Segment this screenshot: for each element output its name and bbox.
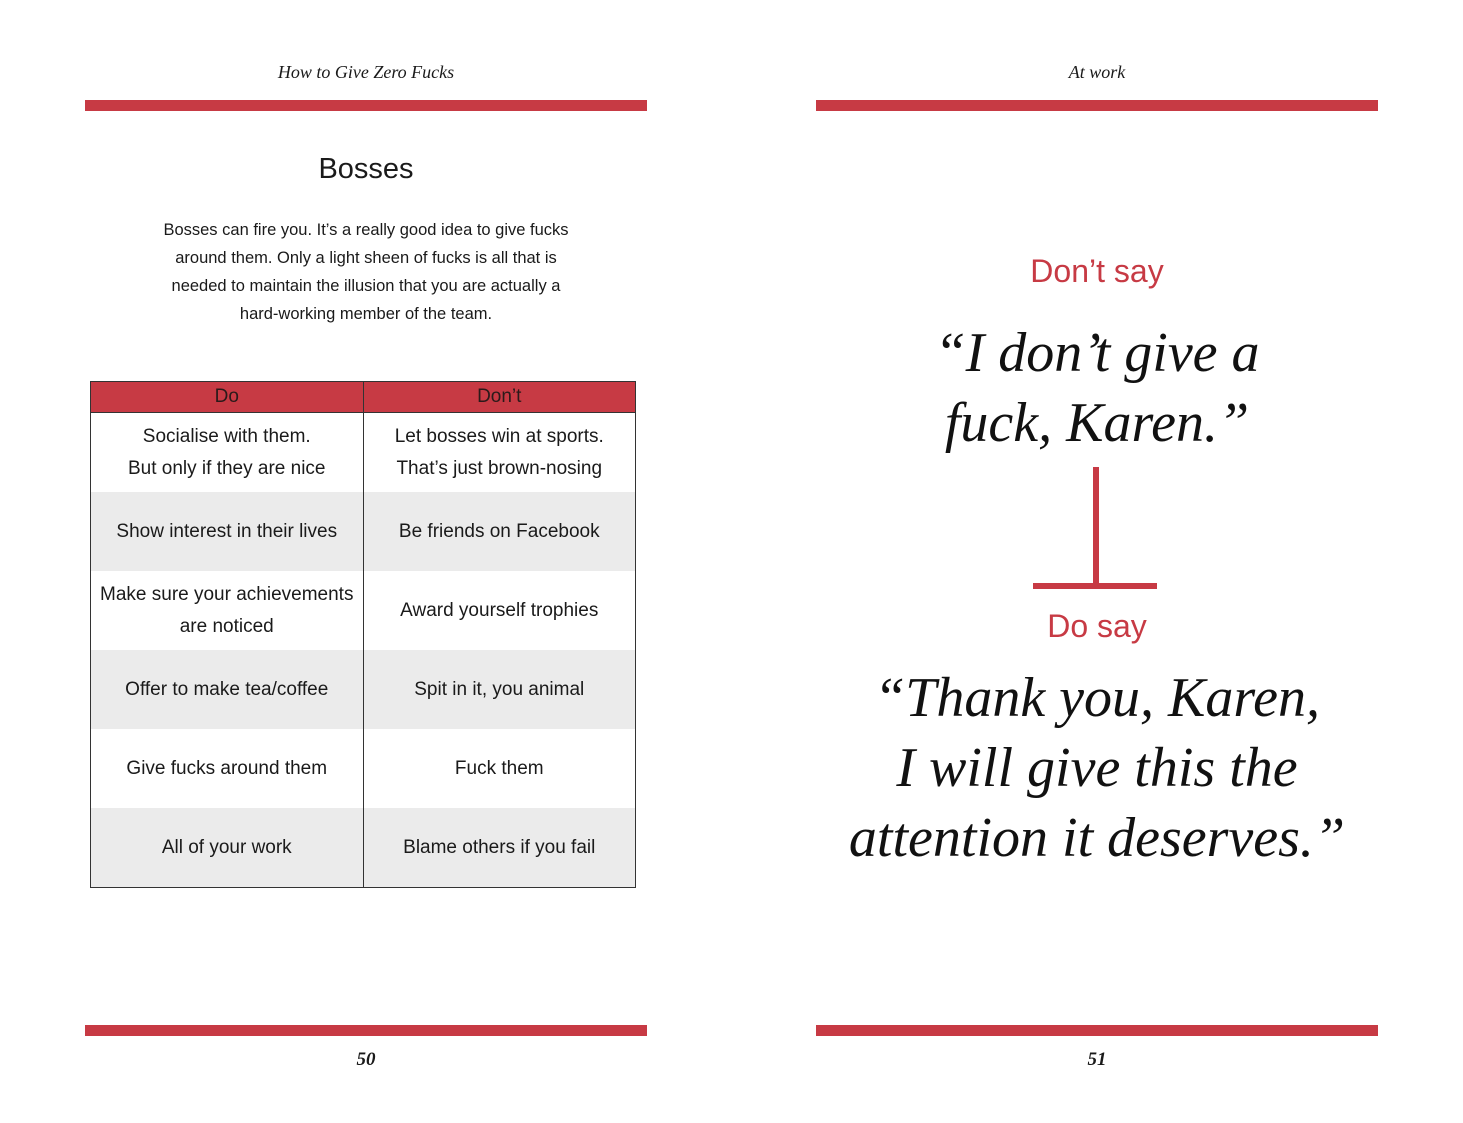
connector-vertical xyxy=(1093,467,1099,587)
do-dont-table xyxy=(90,381,636,888)
dont-say-quote xyxy=(791,318,1403,458)
cell-line: Let bosses win at sports. xyxy=(394,425,604,447)
quote-line: “Thank you, Karen, xyxy=(874,667,1320,729)
bottom-rule xyxy=(816,1025,1378,1036)
dont-cell xyxy=(363,413,636,493)
cell-line: Offer to make tea/coffee xyxy=(125,678,329,700)
table-row xyxy=(91,729,636,808)
dont-cell xyxy=(363,571,636,650)
dont-cell xyxy=(363,808,636,888)
table-row xyxy=(91,808,636,888)
table-row xyxy=(91,571,636,650)
dont-say-label: Don’t say xyxy=(1030,253,1164,289)
table-header-row xyxy=(91,382,636,413)
top-rule xyxy=(816,100,1378,111)
right-page xyxy=(731,0,1463,1123)
do-cell xyxy=(91,729,364,808)
quote-line: “I don’t give a xyxy=(934,322,1260,384)
do-cell xyxy=(91,492,364,571)
do-cell xyxy=(91,571,364,650)
dont-cell xyxy=(363,729,636,808)
cell-line: Award yourself trophies xyxy=(400,599,599,621)
table-row xyxy=(91,650,636,729)
quote-line: I will give this the xyxy=(896,737,1298,799)
cell-line: Give fucks around them xyxy=(126,757,328,779)
intro-paragraph: Bosses can fire you. It’s a really good idea to give fucks around them. Only a light sheen of fucks is all that is needed to maintain the illusion that you are actually a hard-working member of the team. xyxy=(163,221,569,323)
connector-horizontal xyxy=(1033,583,1157,589)
cell-line: All of your work xyxy=(161,836,292,858)
cell-line: Spit in it, you animal xyxy=(414,678,585,700)
do-cell xyxy=(91,413,364,493)
cell-line: Fuck them xyxy=(454,757,544,779)
cell-line: Be friends on Facebook xyxy=(398,520,600,542)
bottom-rule xyxy=(85,1025,647,1036)
do-say-label: Do say xyxy=(1047,608,1147,644)
do-cell xyxy=(91,650,364,729)
table-row xyxy=(91,492,636,571)
left-page xyxy=(0,0,731,1123)
column-header-do: Do xyxy=(91,382,364,413)
cell-line: Socialise with them. xyxy=(142,425,311,447)
do-cell xyxy=(91,808,364,888)
table-row xyxy=(91,413,636,493)
page-number: 51 xyxy=(1087,1049,1107,1070)
cell-line: Make sure your achievements xyxy=(100,583,354,605)
do-say-quote xyxy=(791,663,1403,873)
column-header-dont: Don’t xyxy=(363,382,636,413)
running-head: How to Give Zero Fucks xyxy=(277,62,455,82)
cell-line: But only if they are nice xyxy=(128,457,326,479)
cell-line: That’s just brown-nosing xyxy=(396,457,603,479)
dont-cell xyxy=(363,650,636,729)
cell-line: are noticed xyxy=(179,615,274,637)
dont-cell xyxy=(363,492,636,571)
top-rule xyxy=(85,100,647,111)
page-number: 50 xyxy=(356,1049,376,1070)
cell-line: Show interest in their lives xyxy=(116,520,338,542)
running-head: At work xyxy=(1068,62,1126,82)
quote-line: attention it deserves.” xyxy=(848,807,1346,869)
cell-line: Blame others if you fail xyxy=(403,836,596,858)
quote-line: fuck, Karen.” xyxy=(944,392,1250,454)
section-title: Bosses xyxy=(318,153,414,185)
